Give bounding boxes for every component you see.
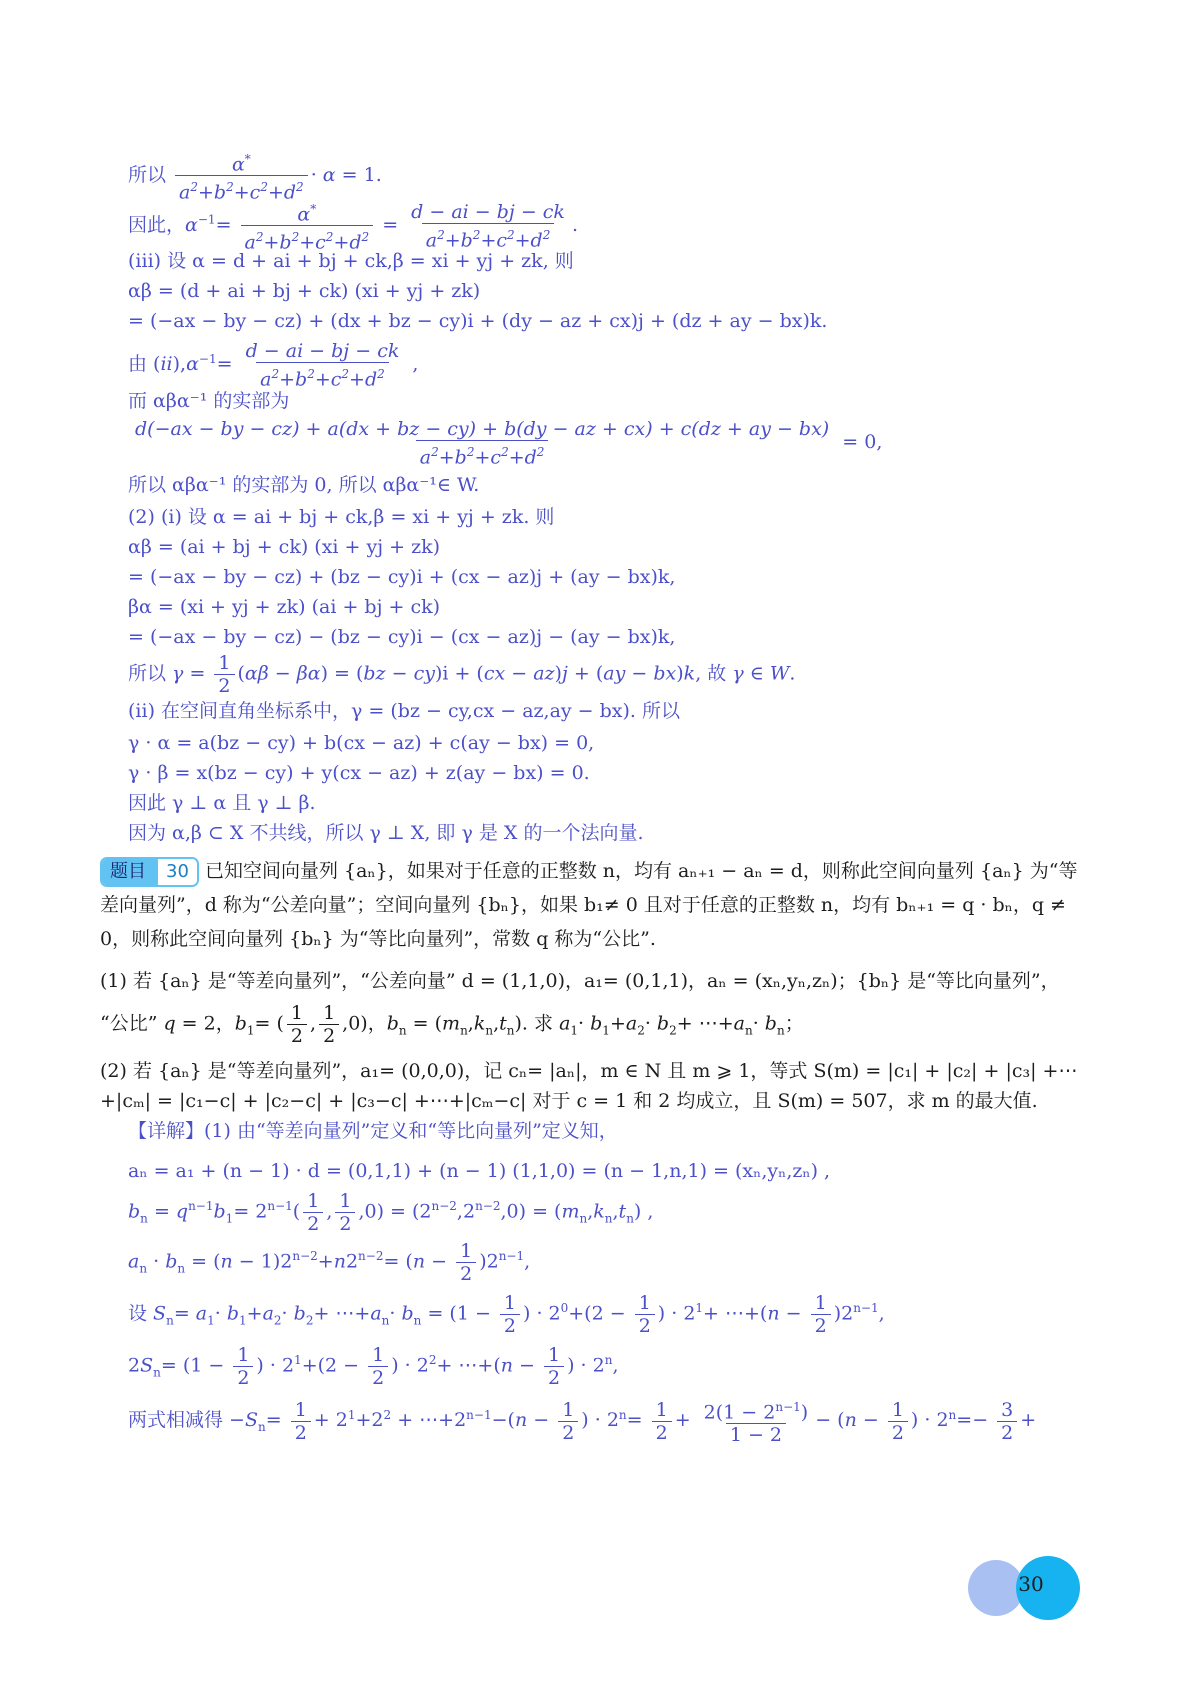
- problem-line: 差向量列”，d 称为“公差向量”；空间向量列 {bₙ}，如果 b₁≠ 0 且对于任意的正整数 n，均有 bₙ₊₁ = q · bₙ，q ≠: [100, 894, 1066, 916]
- solution-line: αβ = (ai + bj + ck) (xi + yj + zk): [128, 536, 441, 558]
- problem-line: 题目 30 已知空间向量列 {aₙ}，如果对于任意的正整数 n，均有 aₙ₊₁ − aₙ = d，则称此空间向量列 {aₙ} 为“等: [100, 856, 1077, 887]
- solution-line: 设 $S_n= a_1\cdot b_1+a_2\cdot b_2+$ $\cdots+a_n\cdot b_n = (1$ − $\frac{1}{2}$ ) · $2^0+(2$ − $\frac{1}{2}$ ) · $2^1+$ ⋯+(n − $\frac{1}{2}$ )$2^{n-1}$,: [128, 1292, 885, 1337]
- solution-line: αβ = (d + ai + bj + ck) (xi + yj + zk): [128, 280, 481, 302]
- solution-line: γ · β = x(bz − cy) + y(cx − az) + z(ay − bx) = 0.: [128, 762, 590, 784]
- solution-line: 两式相减得 $-S_n=$ $\frac{1}{2}$ + $2^1+2^2$ + $\cdots+2^{n-1}-(n$ − $\frac{1}{2}$ ) · $2^n=$ $\frac{1}{2}$ + $\frac{2(1 - 2^{n-1})}{1 - 2}$ − (n − $\frac{1}{2}$ ) · $2^n=-$ $\frac{3}{2}$ +: [128, 1398, 1037, 1447]
- solution-line: = (−ax − by − cz) − (bz − cy)i − (cx − az)j − (ay − bx)k,: [128, 626, 676, 648]
- page-number: 30: [1018, 1572, 1044, 1596]
- solution-line: (iii) 设 α = d + ai + bj + ck,β = xi + yj + zk, 则: [128, 250, 574, 272]
- problem-line: “公比” q = 2，$b_1=$ ( $\frac{1}{2}$ , $\frac{1}{2}$ ,0)，$b_n = (m_n,k_n,t_n)$. 求 $a_1\cdot b_1+a_2\cdot b_2+$ $\cdots+a_n\cdot b_n$；: [100, 1002, 804, 1047]
- problem-line: 0，则称此空间向量列 {bₙ} 为“等比向量列”，常数 q 称为“公比”.: [100, 928, 656, 950]
- solution-line: (2) (i) 设 α = ai + bj + ck,β = xi + yj + zk. 则: [128, 506, 555, 528]
- solution-line: d(−ax − by − cz) + a(dx + bz − cy) + b(dy − az + cx) + c(dz + ay − bx) $a^2+b^2+c^2+d^2$ = 0,: [135, 418, 883, 469]
- solution-line: 【详解】(1) 由“等差向量列”定义和“等比向量列”定义知，: [128, 1120, 618, 1142]
- solution-line: = (−ax − by − cz) + (dx + bz − cy)i + (dy − az + cx)j + (dz + ay − bx)k.: [128, 310, 828, 332]
- problem-line: (1) 若 {aₙ} 是“等差向量列”，“公差向量” d = (1,1,0)，a₁= (0,1,1)，aₙ = (xₙ,yₙ,zₙ)；{bₙ} 是“等比向量列”，: [100, 970, 1060, 992]
- solution-line: = (−ax − by − cz) + (bz − cy)i + (cx − az)j + (ay − bx)k,: [128, 566, 676, 588]
- solution-line: $a_n \cdot b_n = (n - 1)2^{n-2}+n2^{n-2}= (n$ − $\frac{1}{2}$ )$2^{n-1}$,: [128, 1240, 531, 1285]
- problem-line: +|cₘ| = |c₁−c| + |c₂−c| + |c₃−c| +⋯+|cₘ−c| 对于 c = 1 和 2 均成立，且 S(m) = 507，求 m 的最大值.: [100, 1090, 1038, 1112]
- solution-line: aₙ = a₁ + (n − 1) · d = (0,1,1) + (n − 1) (1,1,0) = (n − 1,n,1) = (xₙ,yₙ,zₙ) ,: [128, 1160, 831, 1182]
- solution-line: 因此，$\alpha^{-1}=$ $\frac{\alpha^*}{a^2+b^2+c^2+d^2}$ = $\frac{d - ai - bj - ck}{a^2+b^2+c^2+d^2}$ .: [128, 200, 578, 254]
- solution-line: 由 $(ii),\alpha^{-1}=$ $\frac{d - ai - bj - ck}{a^2+b^2+c^2+d^2}$ ,: [128, 340, 419, 391]
- solution-line: 因为 α,β ⊂ X 不共线，所以 γ ⊥ X, 即 γ 是 X 的一个法向量.: [128, 822, 644, 844]
- solution-line: γ · α = a(bz − cy) + b(cx − az) + c(ay − bx) = 0,: [128, 732, 595, 754]
- solution-line: βα = (xi + yj + zk) (ai + bj + ck): [128, 596, 441, 618]
- solution-line: $b_n = q^{n-1}b_1= 2^{n-1}$( $\frac{1}{2}$ , $\frac{1}{2}$ $,0) = (2^{n-2},2^{n-2},0) = (m_n,k_n,t_n)$ ,: [128, 1190, 654, 1235]
- problem-tag: 题目 30: [100, 857, 199, 887]
- problem-line: (2) 若 {aₙ} 是“等差向量列”，a₁= (0,0,0)，记 cₙ= |aₙ|，m ∈ N 且 m ⩾ 1，等式 S(m) = |c₁| + |c₂| + |c₃| +⋯: [100, 1060, 1078, 1082]
- solution-line: $2S_n= (1$ − $\frac{1}{2}$ ) · $2^1+(2$ − $\frac{1}{2}$ ) · $2^2+$ ⋯+(n − $\frac{1}{2}$ ) · $2^n$,: [128, 1344, 619, 1389]
- solution-line: 所以 αβα⁻¹ 的实部为 0, 所以 αβα⁻¹∈ W.: [128, 474, 480, 496]
- solution-line: 所以 γ = $\frac{1}{2}$ (αβ − βα) = (bz − cy)i + (cx − az)j + (ay − bx)k, 故 γ ∈ W.: [128, 652, 796, 697]
- solution-line: 所以 $\frac{\alpha^*}{a^2+b^2+c^2+d^2}$ · α = 1.: [128, 152, 382, 204]
- solution-line: 而 αβα⁻¹ 的实部为: [128, 390, 290, 412]
- solution-line: 因此 γ ⊥ α 且 γ ⊥ β.: [128, 792, 316, 814]
- solution-line: (ii) 在空间直角坐标系中，γ = (bz − cy,cx − az,ay − bx). 所以: [128, 700, 681, 722]
